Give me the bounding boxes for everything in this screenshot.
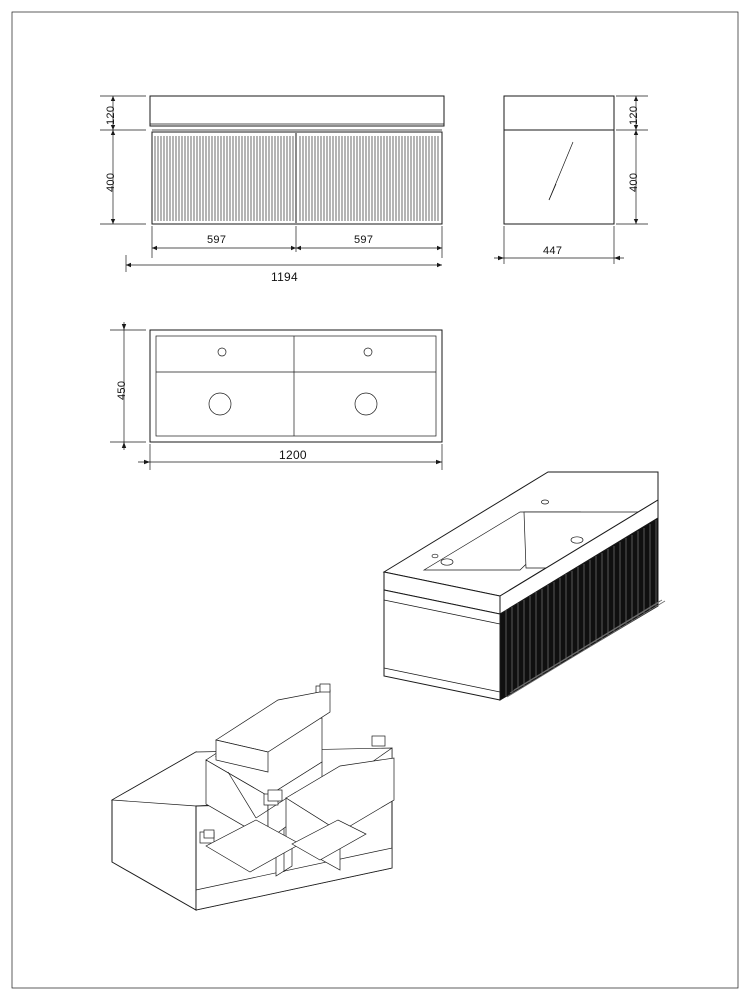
iso-open-bracket-a	[204, 830, 214, 838]
plan-dim-1200-label: 1200	[279, 448, 307, 462]
plan-tap-hole-left	[218, 348, 226, 356]
front-dim-400-label: 400	[105, 172, 117, 192]
front-dim-120-label: 120	[105, 105, 117, 125]
front-cabinet-body	[152, 132, 442, 224]
front-countertop	[150, 96, 444, 126]
front-dim-597-left-label: 597	[207, 234, 227, 246]
iso-drain-left	[441, 559, 453, 565]
front-dim-1194-label: 1194	[271, 270, 299, 284]
iso-drain-right	[571, 537, 583, 543]
iso-open-slide-right-b	[372, 736, 385, 746]
front-fluting-right	[300, 136, 438, 221]
side-dim-400-label: 400	[628, 172, 640, 192]
front-fluting-left	[155, 136, 293, 221]
plan-countertop-inner	[156, 336, 436, 436]
iso-open-bracket-b	[320, 684, 330, 692]
iso-tap-hole-right	[541, 500, 548, 504]
plan-drain-right	[355, 393, 377, 415]
iso-tap-hole-left	[432, 554, 438, 558]
side-dim-120-label: 120	[628, 105, 640, 125]
plan-dim-450-label: 450	[116, 380, 128, 400]
side-countertop	[504, 96, 614, 130]
plan-drain-left	[209, 393, 231, 415]
side-dim-447-label: 447	[543, 245, 563, 257]
plan-tap-hole-right	[364, 348, 372, 356]
side-cabinet-body	[504, 130, 614, 224]
iso-open-slide-right-a	[268, 790, 282, 801]
front-dim-597-right-label: 597	[354, 234, 374, 246]
